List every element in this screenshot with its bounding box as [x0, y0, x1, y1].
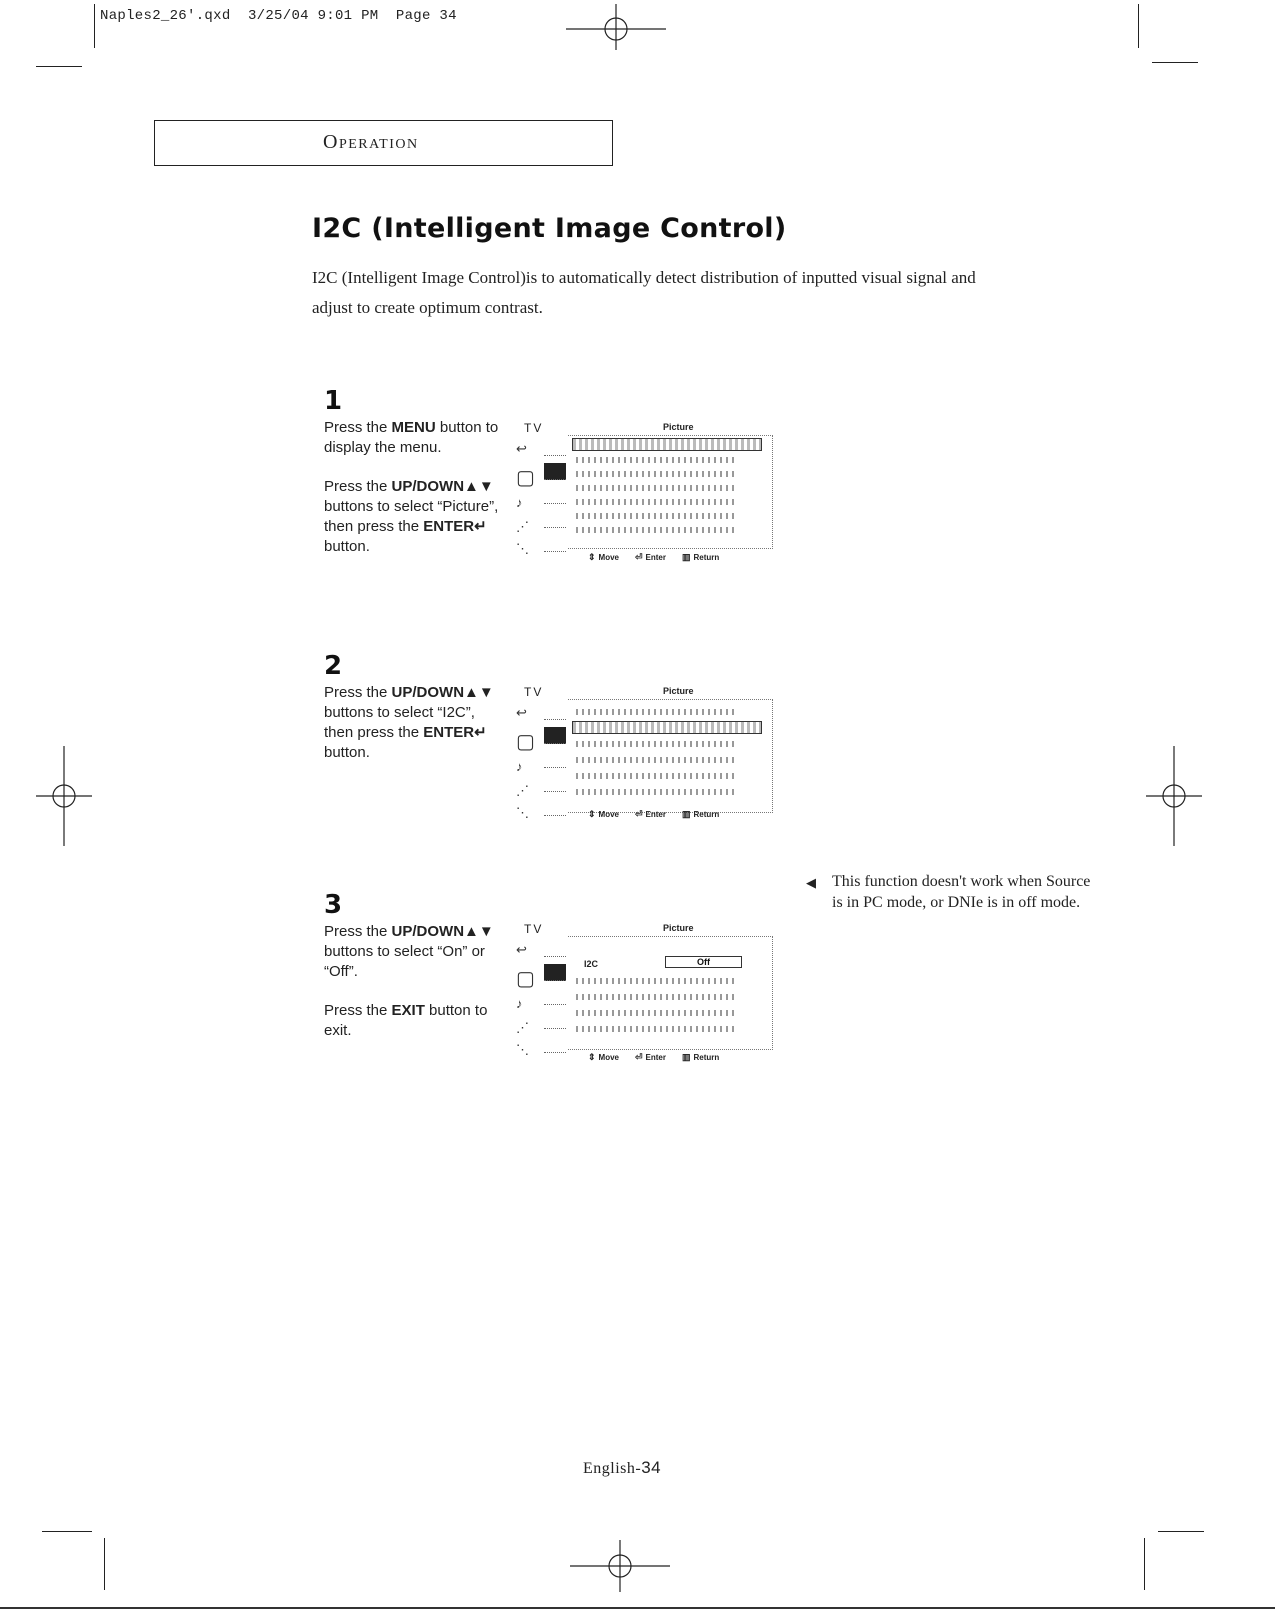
step-paragraph: Press the UP/DOWN▲▼ buttons to select “I2C”, then press the ENTER↵ button. — [324, 684, 494, 761]
section-header: Operation — [323, 131, 419, 153]
intro-paragraph: I2C (Intelligent Image Control)is to automatically detect distribution of inputted visual signal and adjust to create optimum contrast. — [312, 268, 976, 317]
crop-mark — [1138, 4, 1139, 48]
step-number: 2 — [324, 651, 343, 681]
menu-tab — [544, 515, 566, 528]
step-instructions — [324, 418, 506, 557]
menu-row — [576, 741, 736, 747]
crop-mark — [94, 4, 95, 48]
menu-tab — [544, 992, 566, 1005]
menu-row — [576, 527, 736, 533]
step-instructions — [324, 683, 506, 763]
menu-row — [576, 757, 736, 763]
enter-icon: ⏎ — [635, 552, 643, 562]
slug-date: 3/25/04 — [247, 8, 309, 24]
footer-move: ⇕ Move — [588, 1052, 619, 1062]
channel-icon: ⋰ — [516, 1020, 529, 1035]
bottom-rule — [0, 1607, 1275, 1609]
footer-return: ▥ Return — [682, 1052, 720, 1062]
screen-menu-panel — [568, 699, 773, 813]
menu-row — [576, 978, 736, 984]
move-icon: ⇕ — [588, 809, 596, 819]
enter-icon: ⏎ — [635, 809, 643, 819]
sound-icon: ♪ — [516, 759, 523, 774]
screen-source-label: TV — [524, 421, 544, 435]
menu-row — [576, 1026, 736, 1032]
menu-row — [576, 1010, 736, 1016]
setup-icon: ⋱ — [516, 541, 529, 556]
step-number: 3 — [324, 890, 343, 920]
menu-screenshot — [508, 922, 778, 1072]
page-title: I2C (Intelligent Image Control) — [312, 213, 787, 244]
menu-row — [576, 709, 736, 715]
crop-mark — [1144, 1538, 1145, 1590]
menu-tab-active — [544, 463, 566, 480]
registration-mark-top — [566, 4, 666, 50]
crop-mark — [1158, 1531, 1204, 1532]
registration-mark-bottom — [570, 1540, 670, 1592]
step-paragraph: Press the UP/DOWN▲▼ buttons to select “Picture”, then press the ENTER↵ button. — [324, 478, 499, 555]
screen-source-label: TV — [524, 685, 544, 699]
menu-row — [576, 485, 736, 491]
registration-mark-left — [36, 746, 92, 846]
screen-menu-title: Picture — [663, 923, 694, 933]
highlight-row — [572, 438, 762, 451]
menu-tab-active — [544, 964, 566, 981]
slug-time: 9:01 PM — [317, 8, 379, 24]
menu-row — [576, 499, 736, 505]
sound-icon: ♪ — [516, 996, 523, 1011]
highlight-row — [572, 721, 762, 734]
sound-icon: ♪ — [516, 495, 523, 510]
printer-slug — [100, 8, 457, 24]
picture-icon: ▢ — [516, 968, 535, 990]
menu-tab — [544, 539, 566, 552]
slug-page: Page 34 — [395, 8, 457, 24]
footer-move: ⇕ Move — [588, 552, 619, 562]
note-pointer-icon: ◀ — [806, 875, 816, 890]
screen-footer — [588, 1052, 778, 1063]
menu-row — [576, 457, 736, 463]
menu-tab — [544, 1016, 566, 1029]
menu-tab — [544, 803, 566, 816]
setup-icon: ⋱ — [516, 1042, 529, 1057]
step-instructions — [324, 922, 506, 1041]
picture-icon: ▢ — [516, 467, 535, 489]
enter-icon: ⏎ — [635, 1052, 643, 1062]
menu-tab-active — [544, 727, 566, 744]
screen-menu-title: Picture — [663, 422, 694, 432]
return-icon: ▥ — [682, 1052, 691, 1062]
move-icon: ⇕ — [588, 552, 596, 562]
footer-enter: ⏎ Enter — [635, 552, 666, 562]
menu-tab — [544, 707, 566, 720]
crop-mark — [104, 1538, 105, 1590]
i2c-label: I2C — [584, 959, 599, 969]
menu-row — [576, 471, 736, 477]
footer-enter: ⏎ Enter — [635, 809, 666, 819]
crop-mark — [36, 66, 82, 67]
picture-icon: ▢ — [516, 731, 535, 753]
page-number: English-34 — [583, 1458, 662, 1477]
side-note: This function doesn't work when Source is in PC mode, or DNIe is in off mode. — [832, 873, 1091, 911]
channel-icon: ⋰ — [516, 783, 529, 798]
channel-icon: ⋰ — [516, 519, 529, 534]
screen-icon-column — [514, 439, 569, 559]
step-paragraph: Press the UP/DOWN▲▼ buttons to select “On” or “Off”. — [324, 923, 494, 980]
menu-screenshot — [508, 421, 778, 571]
slug-file: Naples2_26'.qxd — [100, 8, 231, 24]
menu-screenshot — [508, 685, 778, 835]
registration-mark-right — [1146, 746, 1202, 846]
screen-footer — [588, 809, 778, 820]
screen-footer — [588, 552, 778, 563]
screen-source-label: TV — [524, 922, 544, 936]
footer-enter: ⏎ Enter — [635, 1052, 666, 1062]
menu-tab — [544, 491, 566, 504]
screen-icon-column — [514, 703, 569, 823]
footer-return: ▥ Return — [682, 552, 720, 562]
input-icon: ↩ — [516, 705, 527, 720]
screen-menu-title: Picture — [663, 686, 694, 696]
screen-menu-panel — [568, 936, 773, 1050]
move-icon: ⇕ — [588, 1052, 596, 1062]
setup-icon: ⋱ — [516, 805, 529, 820]
menu-tab — [544, 443, 566, 456]
menu-row — [576, 994, 736, 1000]
screen-icon-column — [514, 940, 569, 1060]
footer-return: ▥ Return — [682, 809, 720, 819]
menu-tab — [544, 779, 566, 792]
input-icon: ↩ — [516, 441, 527, 456]
footer-move: ⇕ Move — [588, 809, 619, 819]
step-number: 1 — [324, 386, 343, 416]
menu-tab — [544, 1040, 566, 1053]
menu-row — [576, 513, 736, 519]
i2c-value-box: Off — [665, 956, 742, 968]
menu-tab — [544, 755, 566, 768]
input-icon: ↩ — [516, 942, 527, 957]
menu-tab — [544, 944, 566, 957]
crop-mark — [1152, 62, 1198, 63]
step-paragraph: Press the MENU button to display the menu. — [324, 419, 499, 456]
crop-mark — [42, 1531, 92, 1532]
return-icon: ▥ — [682, 552, 691, 562]
menu-row — [576, 789, 736, 795]
return-icon: ▥ — [682, 809, 691, 819]
menu-row — [576, 773, 736, 779]
step-paragraph: Press the EXIT button to exit. — [324, 1002, 488, 1039]
